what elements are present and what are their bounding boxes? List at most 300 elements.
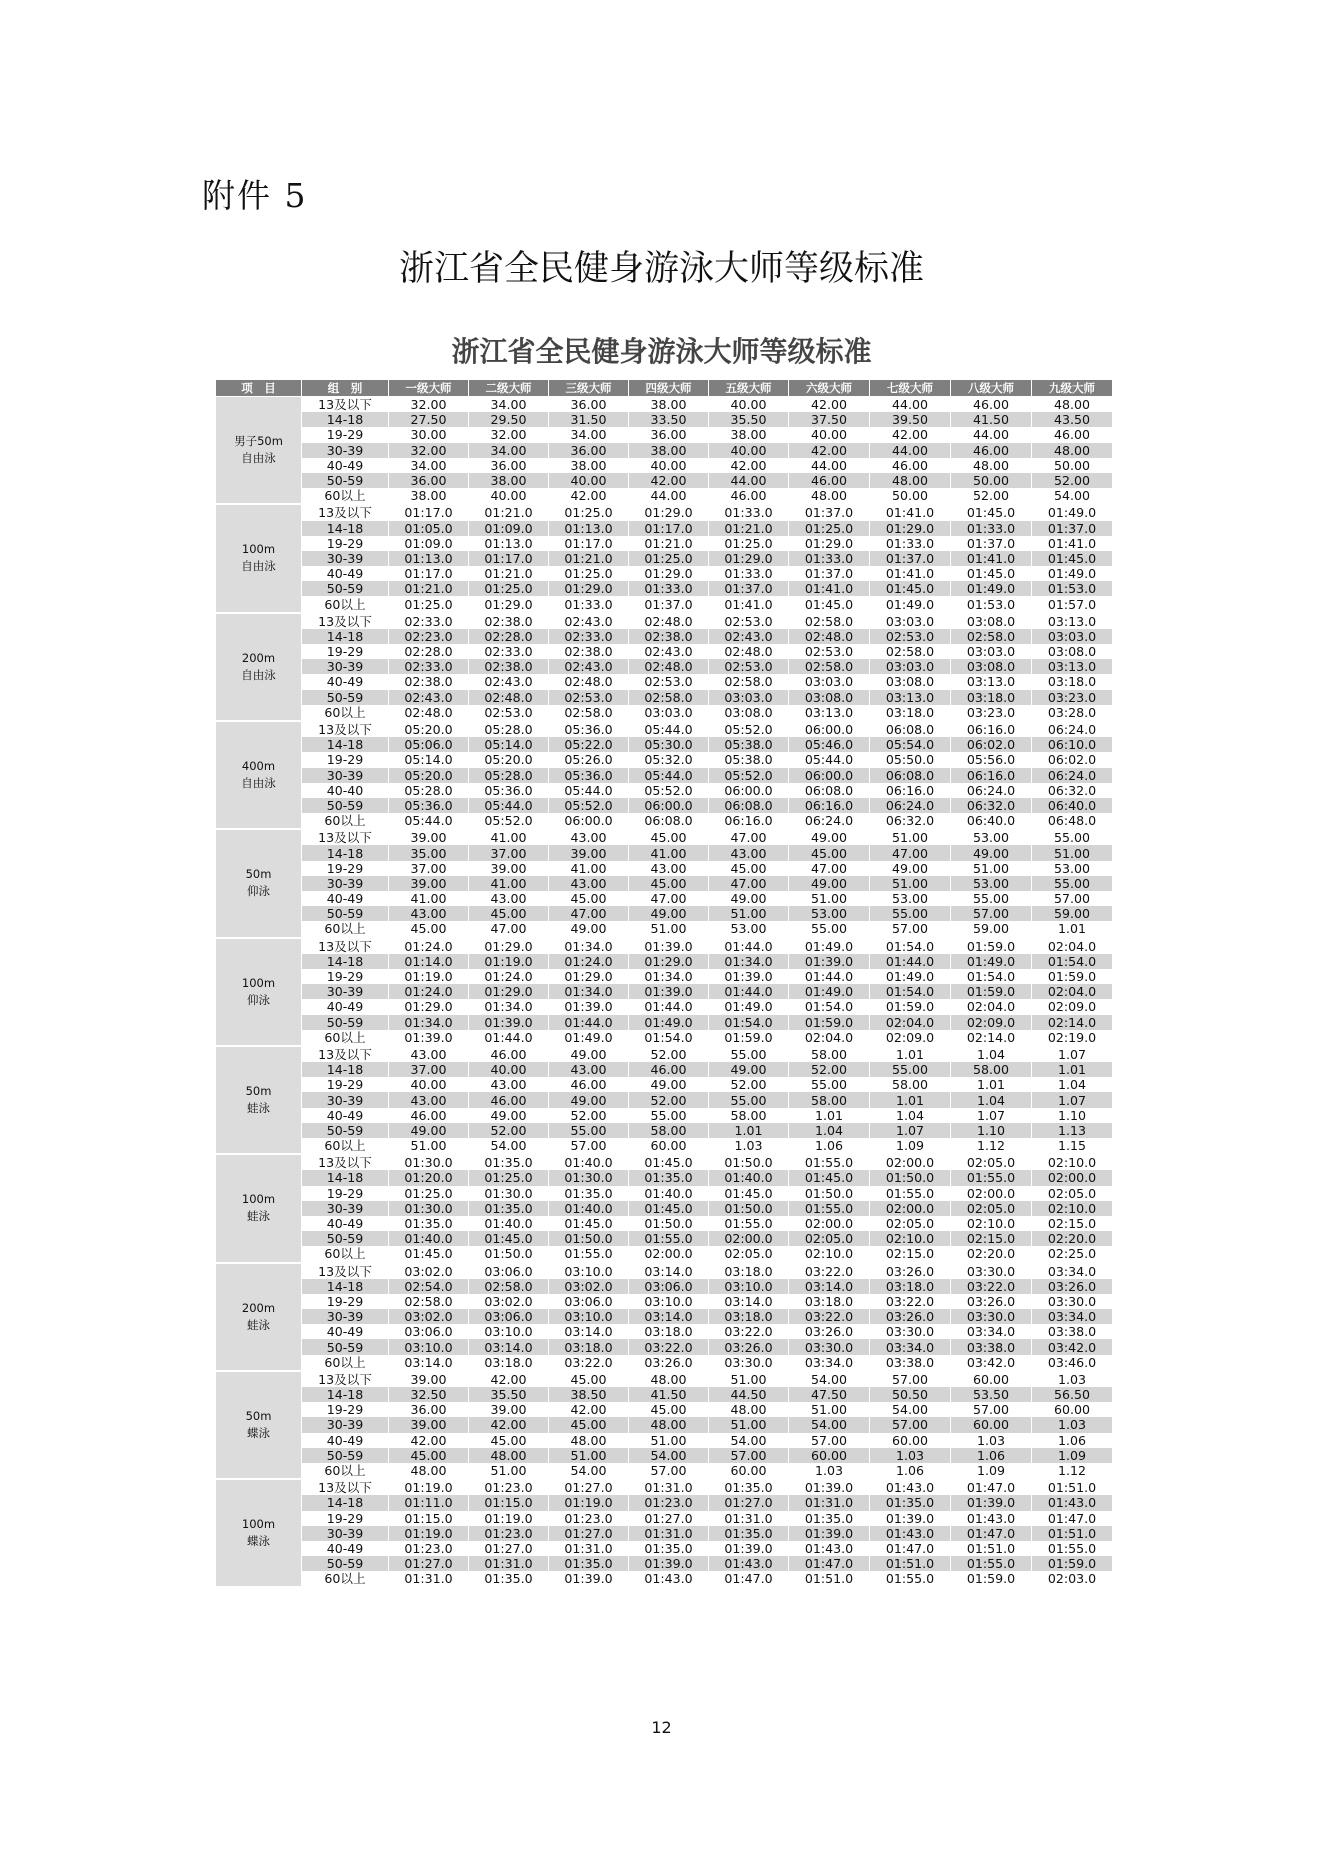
standard-value-cell: 1.09 xyxy=(951,1463,1032,1479)
standard-value-cell: 01:50.0 xyxy=(870,1170,951,1185)
standard-value-cell: 01:25.0 xyxy=(469,1170,549,1185)
standard-value-cell: 01:33.0 xyxy=(709,566,789,581)
event-name-line2: 仰泳 xyxy=(247,884,270,899)
standard-value-cell: 05:36.0 xyxy=(389,798,469,813)
standard-value-cell: 03:13.0 xyxy=(789,705,870,721)
standard-value-cell: 03:08.0 xyxy=(951,613,1032,629)
standard-value-cell: 03:18.0 xyxy=(870,1279,951,1294)
standard-value-cell: 42.00 xyxy=(870,427,951,442)
table-row xyxy=(216,1417,1113,1432)
standard-value-cell: 38.50 xyxy=(549,1387,629,1402)
standard-value-cell: 03:26.0 xyxy=(709,1339,789,1354)
standard-value-cell: 41.00 xyxy=(389,891,469,906)
event-name-line2: 自由泳 xyxy=(241,776,276,791)
standard-value-cell: 40.00 xyxy=(469,488,549,504)
standard-value-cell: 05:28.0 xyxy=(469,768,549,783)
standard-value-cell: 03:10.0 xyxy=(389,1339,469,1354)
age-group-cell: 50-59 xyxy=(302,473,389,488)
standard-value-cell: 01:55.0 xyxy=(789,1154,870,1170)
standards-table xyxy=(215,379,1113,1588)
standard-value-cell: 06:16.0 xyxy=(870,783,951,798)
table-row xyxy=(216,721,1113,737)
standard-value-cell: 47.00 xyxy=(549,906,629,921)
standard-value-cell: 01:45.0 xyxy=(629,1201,709,1216)
age-group-cell: 19-29 xyxy=(302,427,389,442)
standard-value-cell: 49.00 xyxy=(789,876,870,891)
standard-value-cell: 02:38.0 xyxy=(549,644,629,659)
standard-value-cell: 03:30.0 xyxy=(951,1263,1032,1279)
standard-value-cell: 01:39.0 xyxy=(789,954,870,969)
standard-value-cell: 39.00 xyxy=(389,829,469,845)
table-row xyxy=(216,845,1113,860)
standard-value-cell: 01:41.0 xyxy=(1032,536,1113,551)
standard-value-cell: 02:00.0 xyxy=(1032,1170,1113,1185)
standard-value-cell: 02:00.0 xyxy=(629,1246,709,1262)
standard-value-cell: 03:03.0 xyxy=(629,705,709,721)
table-row xyxy=(216,1077,1113,1092)
standard-value-cell: 01:30.0 xyxy=(389,1201,469,1216)
event-name-line2: 蛙泳 xyxy=(247,1101,270,1116)
standard-value-cell: 27.50 xyxy=(389,412,469,427)
standard-value-cell: 02:19.0 xyxy=(1032,1030,1113,1046)
standard-value-cell: 03:22.0 xyxy=(789,1309,870,1324)
standard-value-cell: 01:35.0 xyxy=(469,1201,549,1216)
standard-value-cell: 03:34.0 xyxy=(870,1339,951,1354)
age-group-cell: 13及以下 xyxy=(302,1263,389,1279)
standard-value-cell: 48.00 xyxy=(549,1433,629,1448)
standard-value-cell: 01:15.0 xyxy=(389,1511,469,1526)
header-group: 组 别 xyxy=(302,380,389,397)
standard-value-cell: 57.00 xyxy=(951,906,1032,921)
standard-value-cell: 50.00 xyxy=(870,488,951,504)
document-title: 浙江省全民健身游泳大师等级标准 xyxy=(398,249,924,289)
standard-value-cell: 03:03.0 xyxy=(870,613,951,629)
standard-value-cell: 01:29.0 xyxy=(789,536,870,551)
standard-value-cell: 03:22.0 xyxy=(870,1294,951,1309)
age-group-cell: 19-29 xyxy=(302,1077,389,1092)
standard-value-cell: 02:05.0 xyxy=(709,1246,789,1262)
standard-value-cell: 44.00 xyxy=(870,397,951,413)
standard-value-cell: 48.00 xyxy=(629,1371,709,1387)
standard-value-cell: 48.00 xyxy=(789,488,870,504)
standard-value-cell: 05:44.0 xyxy=(789,752,870,767)
standard-value-cell: 01:34.0 xyxy=(389,1015,469,1030)
standard-value-cell: 48.00 xyxy=(1032,397,1113,413)
standard-value-cell: 01:37.0 xyxy=(789,566,870,581)
standard-value-cell: 01:29.0 xyxy=(709,551,789,566)
standards-table-container xyxy=(215,379,1112,1588)
standard-value-cell: 02:05.0 xyxy=(951,1201,1032,1216)
standard-value-cell: 05:44.0 xyxy=(629,768,709,783)
standard-value-cell: 37.00 xyxy=(389,1062,469,1077)
standard-value-cell: 01:29.0 xyxy=(469,938,549,954)
standard-value-cell: 57.00 xyxy=(870,1417,951,1432)
standard-value-cell: 01:35.0 xyxy=(389,1216,469,1231)
standard-value-cell: 03:30.0 xyxy=(870,1324,951,1339)
standard-value-cell: 47.00 xyxy=(709,876,789,891)
standard-value-cell: 03:06.0 xyxy=(389,1324,469,1339)
standard-value-cell: 48.00 xyxy=(870,473,951,488)
standard-value-cell: 49.00 xyxy=(951,845,1032,860)
standard-value-cell: 01:43.0 xyxy=(951,1511,1032,1526)
standard-value-cell: 02:20.0 xyxy=(1032,1231,1113,1246)
standard-value-cell: 01:50.0 xyxy=(629,1216,709,1231)
table-image-title: 浙江省全民健身游泳大师等级标准 xyxy=(451,335,872,368)
standard-value-cell: 44.50 xyxy=(709,1387,789,1402)
standard-value-cell: 03:23.0 xyxy=(951,705,1032,721)
standard-value-cell: 34.00 xyxy=(549,427,629,442)
standard-value-cell: 50.00 xyxy=(951,473,1032,488)
standard-value-cell: 1.07 xyxy=(870,1123,951,1138)
standard-value-cell: 02:58.0 xyxy=(629,690,709,705)
age-group-cell: 30-39 xyxy=(302,443,389,458)
standard-value-cell: 05:44.0 xyxy=(389,813,469,829)
age-group-cell: 14-18 xyxy=(302,954,389,969)
standard-value-cell: 57.00 xyxy=(549,1138,629,1154)
standard-value-cell: 03:18.0 xyxy=(1032,674,1113,689)
standard-value-cell: 60.00 xyxy=(1032,1402,1113,1417)
standard-value-cell: 51.00 xyxy=(629,1433,709,1448)
standard-value-cell: 32.50 xyxy=(389,1387,469,1402)
standard-value-cell: 02:43.0 xyxy=(709,629,789,644)
standard-value-cell: 43.00 xyxy=(389,906,469,921)
standard-value-cell: 01:31.0 xyxy=(389,1571,469,1587)
age-group-cell: 50-59 xyxy=(302,1231,389,1246)
standard-value-cell: 60.00 xyxy=(870,1433,951,1448)
event-name-line1: 男子50m xyxy=(234,434,283,449)
event-name-line1: 400m xyxy=(241,759,276,774)
standard-value-cell: 02:05.0 xyxy=(951,1154,1032,1170)
standard-value-cell: 46.00 xyxy=(870,458,951,473)
table-row xyxy=(216,1324,1113,1339)
table-row xyxy=(216,521,1113,536)
standard-value-cell: 03:02.0 xyxy=(389,1309,469,1324)
age-group-cell: 14-18 xyxy=(302,521,389,536)
standard-value-cell: 05:38.0 xyxy=(709,737,789,752)
standard-value-cell: 42.00 xyxy=(709,458,789,473)
age-group-cell: 19-29 xyxy=(302,1511,389,1526)
standard-value-cell: 02:04.0 xyxy=(951,999,1032,1014)
standard-value-cell: 02:53.0 xyxy=(789,644,870,659)
standard-value-cell: 01:39.0 xyxy=(789,1479,870,1495)
standard-value-cell: 01:20.0 xyxy=(389,1170,469,1185)
age-group-cell: 40-49 xyxy=(302,566,389,581)
standard-value-cell: 01:45.0 xyxy=(709,1186,789,1201)
standard-value-cell: 31.50 xyxy=(549,412,629,427)
standard-value-cell: 39.00 xyxy=(389,1417,469,1432)
standard-value-cell: 02:00.0 xyxy=(870,1201,951,1216)
age-group-cell: 30-39 xyxy=(302,984,389,999)
table-row xyxy=(216,999,1113,1014)
age-group-cell: 30-39 xyxy=(302,551,389,566)
age-group-cell: 14-18 xyxy=(302,1279,389,1294)
age-group-cell: 30-39 xyxy=(302,1092,389,1107)
standard-value-cell: 01:55.0 xyxy=(629,1231,709,1246)
standard-value-cell: 46.00 xyxy=(389,1108,469,1123)
table-row xyxy=(216,1138,1113,1154)
standard-value-cell: 1.01 xyxy=(789,1108,870,1123)
standard-value-cell: 55.00 xyxy=(549,1123,629,1138)
table-row xyxy=(216,798,1113,813)
standard-value-cell: 01:59.0 xyxy=(1032,1556,1113,1571)
standard-value-cell: 49.00 xyxy=(870,861,951,876)
standard-value-cell: 42.00 xyxy=(629,473,709,488)
standard-value-cell: 51.00 xyxy=(709,1371,789,1387)
standard-value-cell: 40.00 xyxy=(549,473,629,488)
age-group-cell: 13及以下 xyxy=(302,397,389,413)
standard-value-cell: 44.00 xyxy=(709,473,789,488)
standard-value-cell: 01:19.0 xyxy=(389,1479,469,1495)
table-row xyxy=(216,566,1113,581)
standard-value-cell: 34.00 xyxy=(469,443,549,458)
standard-value-cell: 43.00 xyxy=(709,845,789,860)
standard-value-cell: 36.00 xyxy=(549,397,629,413)
standard-value-cell: 45.00 xyxy=(549,1417,629,1432)
standard-value-cell: 51.00 xyxy=(389,1138,469,1154)
standard-value-cell: 01:44.0 xyxy=(709,984,789,999)
standard-value-cell: 01:59.0 xyxy=(951,938,1032,954)
standard-value-cell: 29.50 xyxy=(469,412,549,427)
standard-value-cell: 54.00 xyxy=(549,1463,629,1479)
standard-value-cell: 43.00 xyxy=(549,1062,629,1077)
event-name-line2: 自由泳 xyxy=(241,451,276,466)
standard-value-cell: 06:16.0 xyxy=(951,768,1032,783)
standard-value-cell: 02:04.0 xyxy=(870,1015,951,1030)
standard-value-cell: 01:47.0 xyxy=(1032,1511,1113,1526)
standard-value-cell: 58.00 xyxy=(789,1046,870,1062)
standard-value-cell: 54.00 xyxy=(789,1417,870,1432)
standard-value-cell: 01:27.0 xyxy=(549,1526,629,1541)
standard-value-cell: 40.00 xyxy=(469,1062,549,1077)
standard-value-cell: 01:17.0 xyxy=(629,521,709,536)
standard-value-cell: 1.03 xyxy=(1032,1371,1113,1387)
standard-value-cell: 51.00 xyxy=(469,1463,549,1479)
age-group-cell: 40-49 xyxy=(302,999,389,1014)
standard-value-cell: 51.00 xyxy=(709,906,789,921)
age-group-cell: 13及以下 xyxy=(302,1154,389,1170)
standard-value-cell: 03:18.0 xyxy=(629,1324,709,1339)
standard-value-cell: 48.00 xyxy=(389,1463,469,1479)
standard-value-cell: 49.00 xyxy=(549,1046,629,1062)
standard-value-cell: 02:04.0 xyxy=(1032,984,1113,999)
standard-value-cell: 45.00 xyxy=(789,845,870,860)
standard-value-cell: 42.00 xyxy=(789,397,870,413)
standard-value-cell: 03:02.0 xyxy=(549,1279,629,1294)
standard-value-cell: 01:25.0 xyxy=(389,596,469,612)
standard-value-cell: 40.00 xyxy=(629,458,709,473)
standard-value-cell: 52.00 xyxy=(1032,473,1113,488)
table-row xyxy=(216,876,1113,891)
standard-value-cell: 1.03 xyxy=(789,1463,870,1479)
age-group-cell: 40-49 xyxy=(302,1324,389,1339)
standard-value-cell: 01:44.0 xyxy=(549,1015,629,1030)
standard-value-cell: 43.00 xyxy=(389,1046,469,1062)
standard-value-cell: 01:39.0 xyxy=(870,1511,951,1526)
table-row xyxy=(216,1170,1113,1185)
standard-value-cell: 06:08.0 xyxy=(870,768,951,783)
event-name-line1: 200m xyxy=(241,650,276,665)
standard-value-cell: 43.00 xyxy=(389,1092,469,1107)
standard-value-cell: 55.00 xyxy=(789,921,870,937)
standard-value-cell: 54.00 xyxy=(469,1138,549,1154)
standard-value-cell: 02:58.0 xyxy=(870,644,951,659)
standard-value-cell: 01:33.0 xyxy=(789,551,870,566)
standard-value-cell: 01:33.0 xyxy=(629,581,709,596)
standard-value-cell: 48.00 xyxy=(1032,443,1113,458)
standard-value-cell: 02:33.0 xyxy=(469,644,549,659)
standard-value-cell: 06:24.0 xyxy=(870,798,951,813)
age-group-cell: 40-49 xyxy=(302,674,389,689)
standard-value-cell: 01:54.0 xyxy=(709,1015,789,1030)
standard-value-cell: 55.00 xyxy=(789,1077,870,1092)
standard-value-cell: 49.00 xyxy=(549,1092,629,1107)
standard-value-cell: 01:49.0 xyxy=(629,1015,709,1030)
standard-value-cell: 02:15.0 xyxy=(1032,1216,1113,1231)
standard-value-cell: 55.00 xyxy=(709,1092,789,1107)
standard-value-cell: 01:35.0 xyxy=(709,1479,789,1495)
standard-value-cell: 01:55.0 xyxy=(870,1186,951,1201)
age-group-cell: 40-40 xyxy=(302,783,389,798)
standard-value-cell: 06:02.0 xyxy=(1032,752,1113,767)
standard-value-cell: 51.00 xyxy=(629,921,709,937)
standard-value-cell: 01:29.0 xyxy=(549,969,629,984)
table-row xyxy=(216,1231,1113,1246)
standard-value-cell: 02:58.0 xyxy=(469,1279,549,1294)
age-group-cell: 40-49 xyxy=(302,1433,389,1448)
standard-value-cell: 03:18.0 xyxy=(549,1339,629,1354)
standard-value-cell: 01:49.0 xyxy=(951,581,1032,596)
standard-value-cell: 33.50 xyxy=(629,412,709,427)
standard-value-cell: 03:02.0 xyxy=(389,1263,469,1279)
standard-value-cell: 05:52.0 xyxy=(469,813,549,829)
standard-value-cell: 01:14.0 xyxy=(389,954,469,969)
standard-value-cell: 03:26.0 xyxy=(1032,1279,1113,1294)
standard-value-cell: 01:39.0 xyxy=(629,938,709,954)
age-group-cell: 14-18 xyxy=(302,737,389,752)
standard-value-cell: 45.00 xyxy=(549,891,629,906)
standard-value-cell: 40.00 xyxy=(709,443,789,458)
standard-value-cell: 38.00 xyxy=(389,488,469,504)
standard-value-cell: 03:03.0 xyxy=(870,659,951,674)
standard-value-cell: 02:58.0 xyxy=(549,705,629,721)
standard-value-cell: 01:40.0 xyxy=(469,1216,549,1231)
standard-value-cell: 37.00 xyxy=(469,845,549,860)
standard-value-cell: 1.15 xyxy=(1032,1138,1113,1154)
standard-value-cell: 53.00 xyxy=(870,891,951,906)
event-name-line2: 自由泳 xyxy=(241,667,276,682)
standard-value-cell: 05:46.0 xyxy=(789,737,870,752)
standard-value-cell: 03:03.0 xyxy=(1032,629,1113,644)
standard-value-cell: 03:30.0 xyxy=(1032,1294,1113,1309)
table-row xyxy=(216,921,1113,937)
standard-value-cell: 02:15.0 xyxy=(951,1231,1032,1246)
standard-value-cell: 01:47.0 xyxy=(870,1541,951,1556)
standard-value-cell: 03:02.0 xyxy=(469,1294,549,1309)
standard-value-cell: 06:48.0 xyxy=(1032,813,1113,829)
standard-value-cell: 03:18.0 xyxy=(951,690,1032,705)
table-row xyxy=(216,473,1113,488)
standard-value-cell: 39.00 xyxy=(389,1371,469,1387)
standard-value-cell: 01:45.0 xyxy=(789,596,870,612)
standard-value-cell: 1.01 xyxy=(709,1123,789,1138)
standard-value-cell: 46.00 xyxy=(1032,427,1113,442)
standard-value-cell: 01:49.0 xyxy=(1032,566,1113,581)
standard-value-cell: 49.00 xyxy=(549,921,629,937)
standard-value-cell: 03:13.0 xyxy=(1032,659,1113,674)
standard-value-cell: 01:43.0 xyxy=(870,1526,951,1541)
standard-value-cell: 35.00 xyxy=(389,845,469,860)
standard-value-cell: 05:36.0 xyxy=(469,783,549,798)
standard-value-cell: 01:21.0 xyxy=(469,504,549,520)
table-row xyxy=(216,1433,1113,1448)
standard-value-cell: 1.04 xyxy=(789,1123,870,1138)
standard-value-cell: 55.00 xyxy=(951,891,1032,906)
standard-value-cell: 01:35.0 xyxy=(629,1541,709,1556)
standard-value-cell: 55.00 xyxy=(870,906,951,921)
standard-value-cell: 03:06.0 xyxy=(549,1294,629,1309)
standard-value-cell: 43.00 xyxy=(469,1077,549,1092)
event-name-line1: 100m xyxy=(241,1192,276,1207)
standard-value-cell: 02:48.0 xyxy=(709,644,789,659)
standard-value-cell: 01:49.0 xyxy=(709,999,789,1014)
standard-value-cell: 41.50 xyxy=(951,412,1032,427)
standard-value-cell: 01:45.0 xyxy=(789,1170,870,1185)
standard-value-cell: 03:10.0 xyxy=(549,1309,629,1324)
standard-value-cell: 54.00 xyxy=(709,1433,789,1448)
header-level-4: 四级大师 xyxy=(629,380,709,397)
standard-value-cell: 01:59.0 xyxy=(709,1030,789,1046)
standard-value-cell: 01:19.0 xyxy=(389,1526,469,1541)
standard-value-cell: 49.00 xyxy=(389,1123,469,1138)
standard-value-cell: 36.00 xyxy=(549,443,629,458)
standard-value-cell: 02:48.0 xyxy=(789,629,870,644)
standard-value-cell: 03:30.0 xyxy=(709,1355,789,1371)
standard-value-cell: 05:26.0 xyxy=(549,752,629,767)
standard-value-cell: 05:32.0 xyxy=(629,752,709,767)
standard-value-cell: 02:43.0 xyxy=(549,659,629,674)
standard-value-cell: 55.00 xyxy=(1032,876,1113,891)
standard-value-cell: 48.00 xyxy=(951,458,1032,473)
standard-value-cell: 37.00 xyxy=(389,861,469,876)
age-group-cell: 13及以下 xyxy=(302,613,389,629)
standard-value-cell: 52.00 xyxy=(549,1108,629,1123)
standard-value-cell: 03:03.0 xyxy=(709,690,789,705)
table-row xyxy=(216,891,1113,906)
event-name-line2: 蛙泳 xyxy=(247,1317,270,1332)
header-level-9: 九级大师 xyxy=(1032,380,1113,397)
standard-value-cell: 01:43.0 xyxy=(789,1541,870,1556)
standard-value-cell: 41.00 xyxy=(549,861,629,876)
table-row xyxy=(216,954,1113,969)
standard-value-cell: 40.00 xyxy=(389,1077,469,1092)
standard-value-cell: 02:04.0 xyxy=(789,1030,870,1046)
table-row xyxy=(216,737,1113,752)
standard-value-cell: 50.50 xyxy=(870,1387,951,1402)
standard-value-cell: 45.00 xyxy=(389,921,469,937)
standard-value-cell: 06:32.0 xyxy=(870,813,951,829)
standard-value-cell: 51.00 xyxy=(1032,845,1113,860)
standard-value-cell: 03:18.0 xyxy=(870,705,951,721)
standard-value-cell: 01:55.0 xyxy=(1032,1541,1113,1556)
standard-value-cell: 45.00 xyxy=(389,1448,469,1463)
standard-value-cell: 52.00 xyxy=(951,488,1032,504)
standard-value-cell: 03:06.0 xyxy=(469,1263,549,1279)
standard-value-cell: 1.06 xyxy=(951,1448,1032,1463)
standard-value-cell: 03:22.0 xyxy=(951,1279,1032,1294)
standard-value-cell: 01:27.0 xyxy=(389,1556,469,1571)
age-group-cell: 19-29 xyxy=(302,1186,389,1201)
standard-value-cell: 47.00 xyxy=(789,861,870,876)
